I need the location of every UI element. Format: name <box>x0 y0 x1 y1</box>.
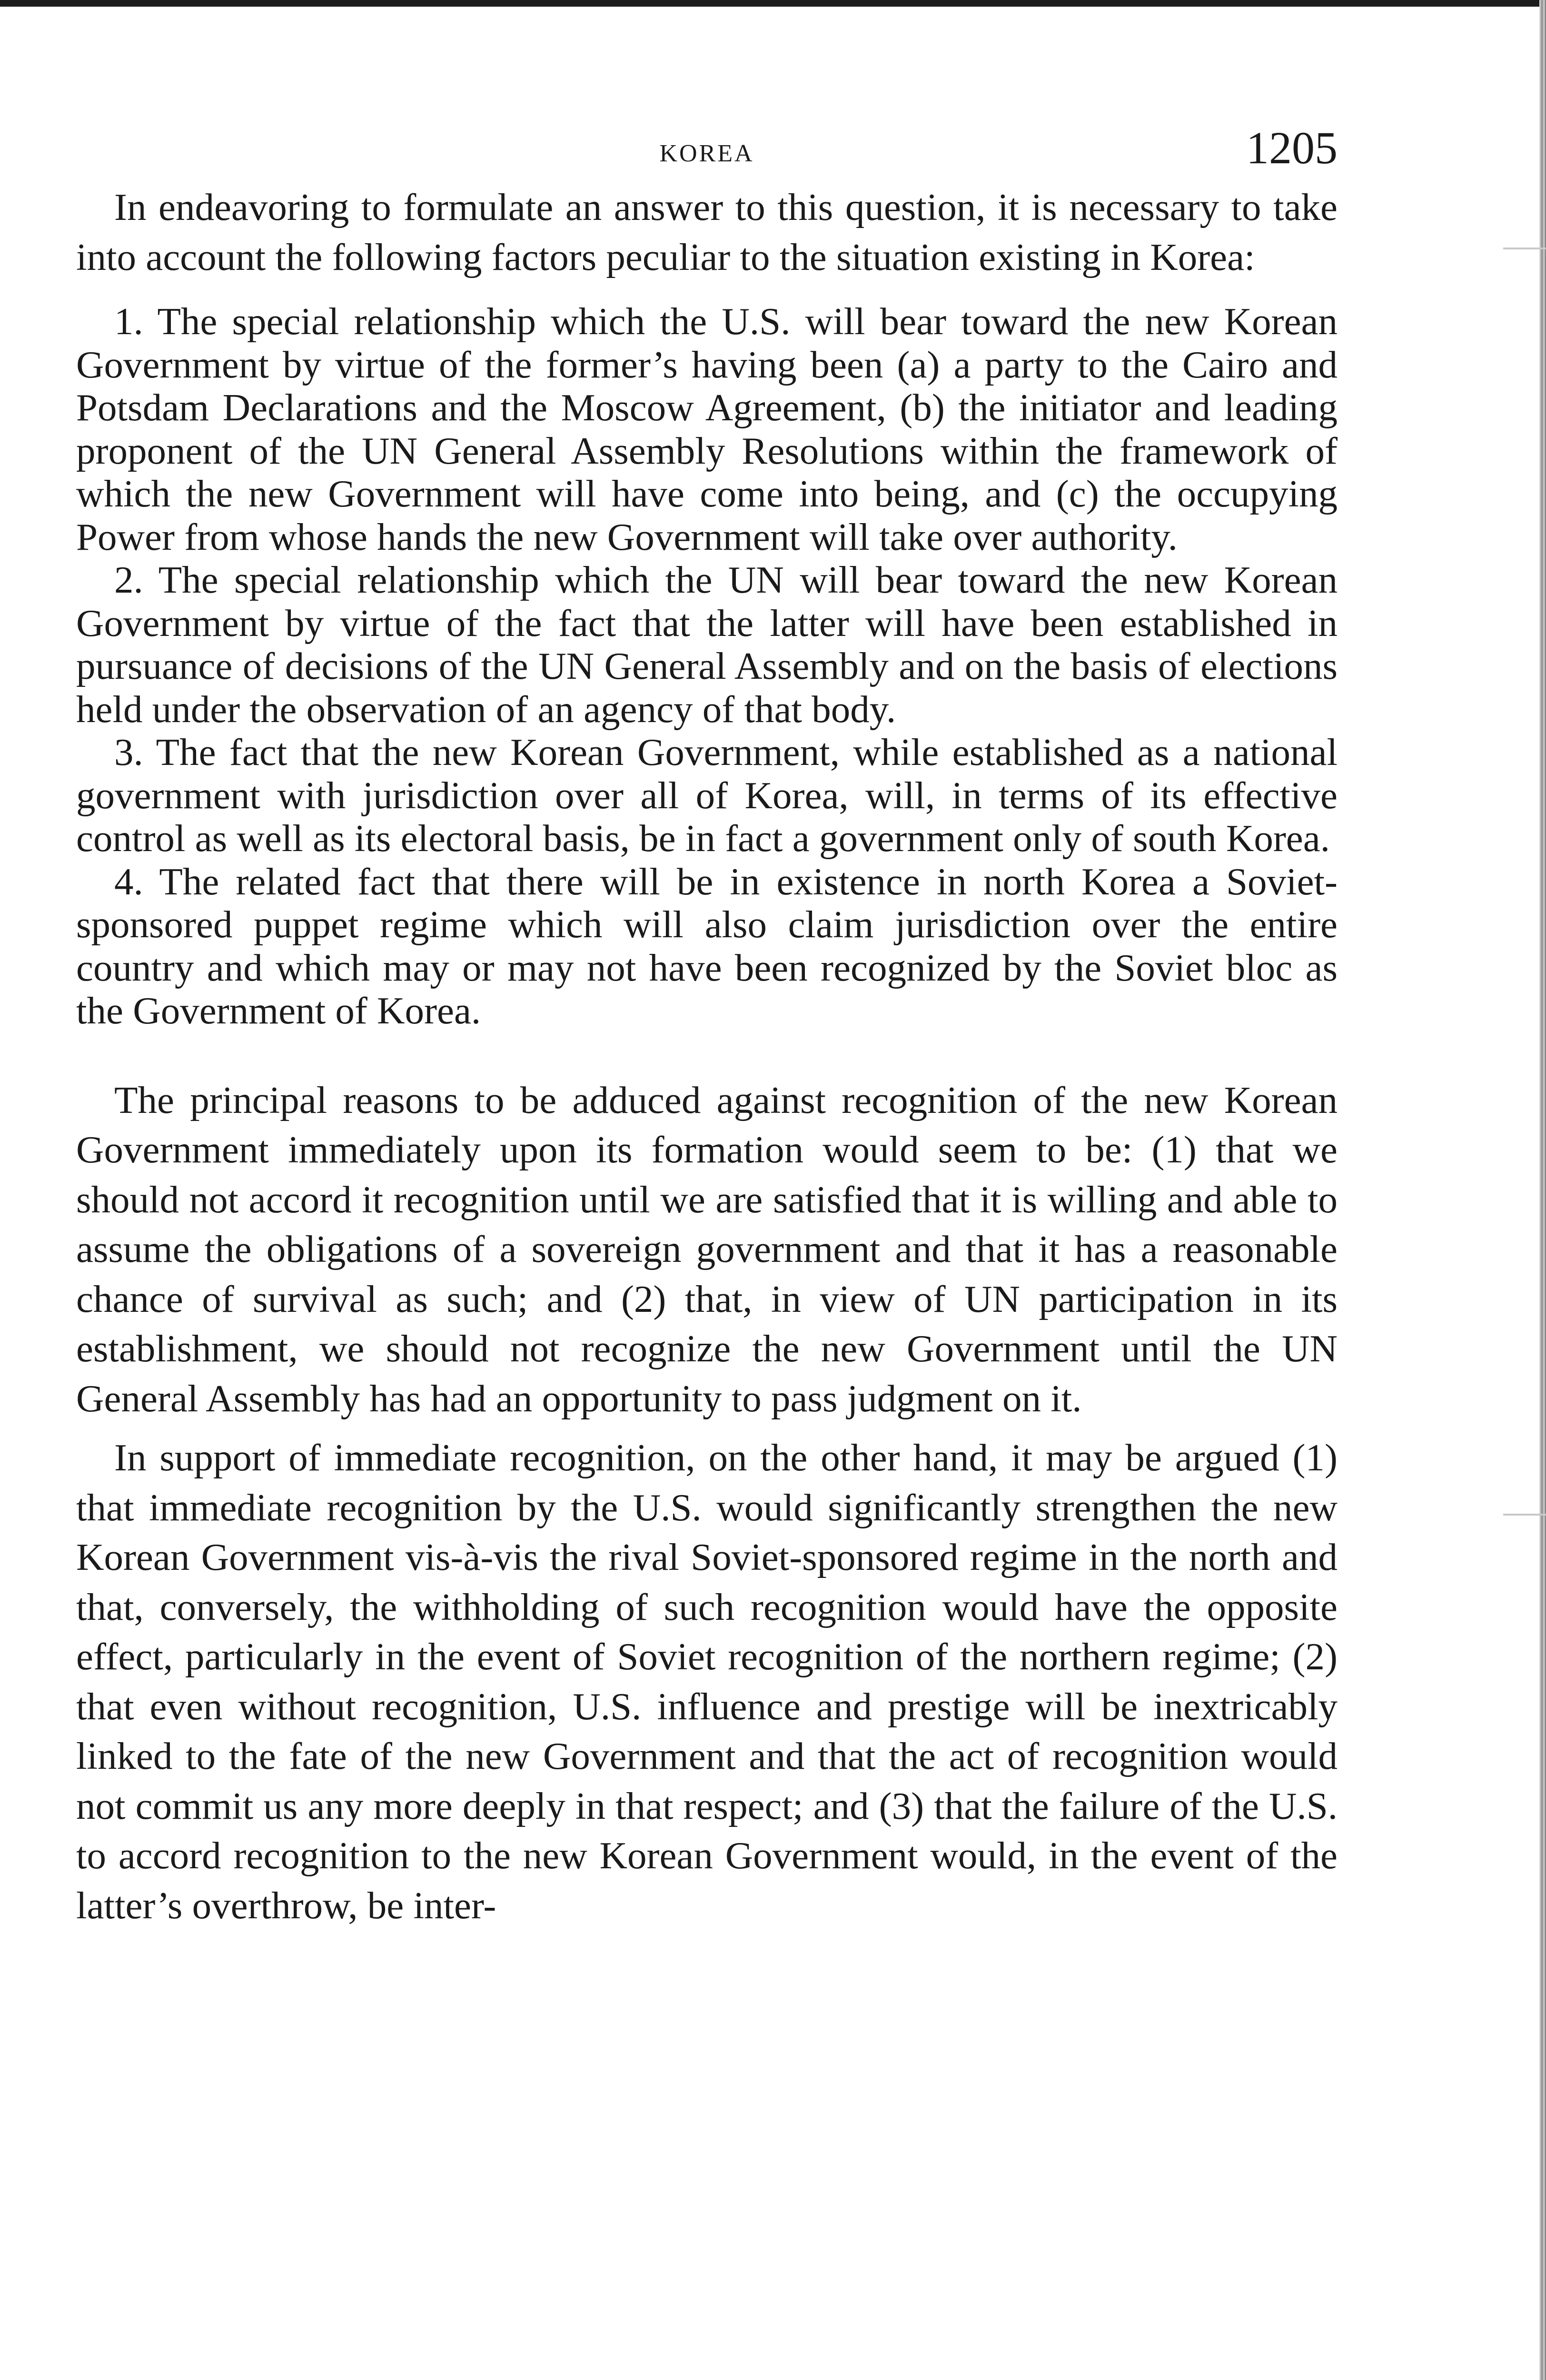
for-recognition-paragraph: In support of immediate recognition, on the other hand, it may be argued (1) that immediate recognition by the U.S. would significantly strengthen the new Korean Government vis-à-vis the rival Soviet-sponsored regime in the north and that, conversely, the withholding of such recognition would have the opposite effect, particularly in the event of Soviet recognition of the northern regime; (2) that even without recognition, U.S. influence and prestige will be inextricably linked to the fate of the new Government and that the act of recognition would not commit us any more deeply in that respect; and (3) that the failure of the U.S. to accord recognition to the new Korean Government would, in the event of the latter’s overthrow, be inter- <box>76 1436 1338 1927</box>
page-edge-mark <box>1503 1514 1546 1516</box>
page-right-edge <box>1539 0 1546 2380</box>
document-page <box>76 121 1338 1930</box>
page-edge-mark <box>1503 248 1546 249</box>
running-title: KOREA <box>659 140 754 167</box>
intro-paragraph: In endeavoring to formulate an answer to this question, it is necessary to take into account the following factors peculiar to the situation existing in Korea: <box>76 186 1338 278</box>
factor-item: 1. The special relationship which the U.S. will bear toward the new Korean Government by virtue of the former’s having been (a) a party to the Cairo and Potsdam Declarations and the Moscow Agreement, (b) the initiator and leading proponent of the UN General Assembly Resolutions within the framework of which the new Government will have come into being, and (c) the occupying Power from whose hands the new Government will take over authority. <box>76 300 1338 558</box>
factor-item: 2. The special relationship which the UN will bear toward the new Korean Government by virtue of the fact that the latter will have been established in pursuance of decisions of the UN General Assembly and on the basis of elections held under the observation of an agency of that body. <box>76 558 1338 731</box>
running-head <box>76 121 1338 178</box>
against-recognition-paragraph: The principal reasons to be adduced against recognition of the new Korean Government immediately upon its formation would seem to be: (1) that we should not accord it recognition until we are satisfied that it is willing and able to assume the obligations of a sovereign government and that it has a reasonable chance of survival as such; and (2) that, in view of UN participation in its establishment, we should not recognize the new Government until the UN General Assembly has had an opportunity to pass judgment on it. <box>76 1078 1338 1420</box>
factor-item: 4. The related fact that there will be in existence in north Korea a Soviet-sponsored puppet regime which will also claim jurisdiction over the entire country and which may or may not have been recognized by the Soviet bloc as the Government of Korea. <box>76 860 1338 1032</box>
factor-item: 3. The fact that the new Korean Government, while established as a national government with jurisdiction over all of Korea, will, in terms of its effective control as well as its electoral basis, be in fact a government only of south Korea. <box>76 731 1338 860</box>
factor-list <box>76 300 1338 1032</box>
page-top-edge <box>0 0 1546 7</box>
page-number: 1205 <box>1246 122 1338 173</box>
